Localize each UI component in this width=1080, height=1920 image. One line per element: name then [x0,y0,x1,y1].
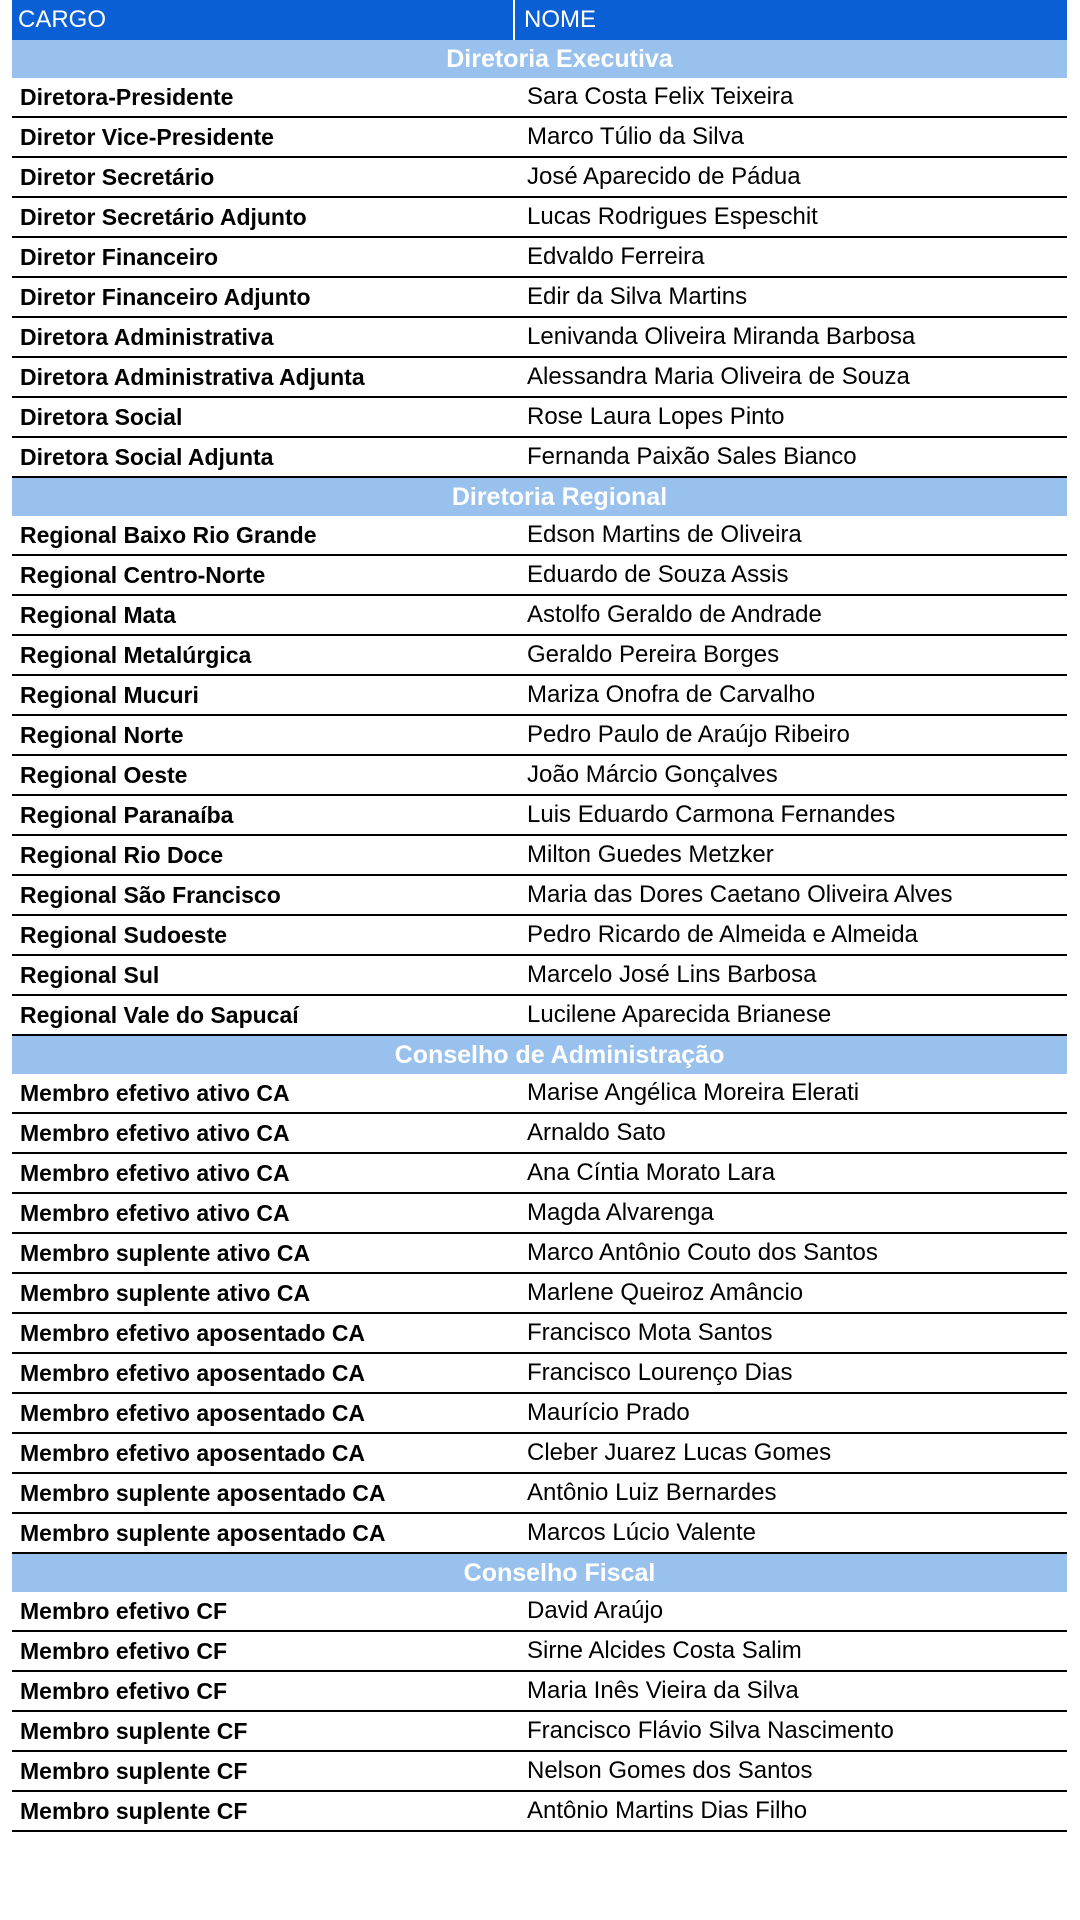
nome-cell: Marise Angélica Moreira Elerati [527,1079,860,1106]
nome-cell: Lucas Rodrigues Espeschit [527,203,818,230]
cargo-cell: Regional Baixo Rio Grande [20,521,317,548]
table-row [12,1114,1067,1154]
table-row [12,118,1067,158]
table-row [12,1672,1067,1712]
cargo-cell: Diretora Administrativa [20,323,274,350]
cargo-cell: Diretora Social [20,403,183,430]
nome-cell: Lenivanda Oliveira Miranda Barbosa [527,323,916,350]
cargo-cell: Membro efetivo CF [20,1637,228,1664]
table-row [12,398,1067,438]
nome-cell: Edir da Silva Martins [527,283,748,310]
table-row [12,78,1067,118]
nome-cell: Ana Cíntia Morato Lara [527,1159,776,1186]
nome-cell: Astolfo Geraldo de Andrade [527,601,822,628]
cargo-cell: Membro efetivo ativo CA [20,1199,290,1226]
section-header-conselho-administracao: Conselho de Administração [12,1036,1067,1074]
nome-cell: Cleber Juarez Lucas Gomes [527,1439,832,1466]
cargo-cell: Regional Sul [20,961,160,988]
nome-cell: Arnaldo Sato [527,1119,666,1146]
nome-cell: Magda Alvarenga [527,1199,714,1226]
cargo-cell: Regional Paranaíba [20,801,234,828]
cargo-cell: Regional Mata [20,601,176,628]
cargo-cell: Diretora Social Adjunta [20,443,274,470]
table-row [12,956,1067,996]
table-row [12,1154,1067,1194]
nome-cell: Marlene Queiroz Amâncio [527,1279,804,1306]
section-header-conselho-fiscal: Conselho Fiscal [12,1554,1067,1592]
nome-cell: Geraldo Pereira Borges [527,641,780,668]
table-header [12,0,1067,40]
nome-cell: Edvaldo Ferreira [527,243,705,270]
cargo-cell: Regional Rio Doce [20,841,224,868]
cargo-cell: Membro efetivo ativo CA [20,1119,290,1146]
cargo-cell: Membro suplente aposentado CA [20,1519,386,1546]
table-row [12,1394,1067,1434]
cargo-cell: Diretor Secretário [20,163,215,190]
cargo-cell: Regional Sudoeste [20,921,228,948]
nome-cell: Antônio Luiz Bernardes [527,1479,777,1506]
table-row [12,438,1067,478]
table-row [12,1234,1067,1274]
cargo-cell: Diretor Financeiro [20,243,219,270]
nome-cell: Francisco Lourenço Dias [527,1359,793,1386]
nome-cell: Marcelo José Lins Barbosa [527,961,817,988]
table-row [12,836,1067,876]
table-row [12,556,1067,596]
nome-cell: Maria Inês Vieira da Silva [527,1677,799,1704]
table-row [12,1074,1067,1114]
nome-cell: Marco Túlio da Silva [527,123,744,150]
cargo-cell: Membro efetivo CF [20,1597,228,1624]
cargo-cell: Diretora-Presidente [20,83,234,110]
table-row [12,596,1067,636]
table-row [12,198,1067,238]
table-row [12,1434,1067,1474]
nome-cell: Sirne Alcides Costa Salim [527,1637,802,1664]
table-row [12,1712,1067,1752]
nome-cell: Luis Eduardo Carmona Fernandes [527,801,896,828]
table-row [12,1274,1067,1314]
cargo-cell: Regional Vale do Sapucaí [20,1001,299,1028]
nome-cell: Alessandra Maria Oliveira de Souza [527,363,910,390]
column-header-cargo: CARGO [12,0,515,40]
nome-cell: Pedro Paulo de Araújo Ribeiro [527,721,850,748]
nome-cell: Edson Martins de Oliveira [527,521,802,548]
nome-cell: Marcos Lúcio Valente [527,1519,757,1546]
cargo-cell: Regional Mucuri [20,681,199,708]
column-header-nome: NOME [524,6,596,33]
cargo-cell: Membro efetivo CF [20,1677,228,1704]
cargo-cell: Membro suplente ativo CA [20,1279,311,1306]
cargo-cell: Diretor Financeiro Adjunto [20,283,311,310]
nome-cell: Maria das Dores Caetano Oliveira Alves [527,881,953,908]
cargo-cell: Regional Oeste [20,761,188,788]
nome-cell: Antônio Martins Dias Filho [527,1797,808,1824]
table-row [12,1632,1067,1672]
table-row [12,318,1067,358]
nome-cell: Nelson Gomes dos Santos [527,1757,813,1784]
table-row [12,1354,1067,1394]
cargo-cell: Regional Metalúrgica [20,641,252,668]
table-row [12,636,1067,676]
nome-cell: Fernanda Paixão Sales Bianco [527,443,857,470]
cargo-cell: Diretor Secretário Adjunto [20,203,307,230]
table-row [12,796,1067,836]
table-row [12,238,1067,278]
nome-cell: Pedro Ricardo de Almeida e Almeida [527,921,918,948]
board-members-table [12,0,1067,1832]
nome-cell: João Márcio Gonçalves [527,761,778,788]
cargo-cell: Membro efetivo ativo CA [20,1079,290,1106]
cargo-cell: Membro suplente ativo CA [20,1239,311,1266]
table-row [12,1514,1067,1554]
table-row [12,1194,1067,1234]
cargo-cell: Regional São Francisco [20,881,281,908]
table-row [12,1752,1067,1792]
section-header-diretoria-regional: Diretoria Regional [12,478,1067,516]
cargo-cell: Regional Norte [20,721,184,748]
cargo-cell: Membro efetivo aposentado CA [20,1399,366,1426]
nome-cell: Francisco Mota Santos [527,1319,773,1346]
table-row [12,916,1067,956]
nome-cell: Eduardo de Souza Assis [527,561,789,588]
table-row [12,996,1067,1036]
table-row [12,158,1067,198]
cargo-cell: Diretora Administrativa Adjunta [20,363,365,390]
nome-cell: Mariza Onofra de Carvalho [527,681,816,708]
cargo-cell: Membro suplente aposentado CA [20,1479,386,1506]
cargo-cell: Regional Centro-Norte [20,561,266,588]
section-header-diretoria-executiva: Diretoria Executiva [12,40,1067,78]
nome-cell: José Aparecido de Pádua [527,163,801,190]
cargo-cell: Membro efetivo ativo CA [20,1159,290,1186]
cargo-cell: Membro efetivo aposentado CA [20,1359,366,1386]
table-row [12,1792,1067,1832]
cargo-cell: Membro efetivo aposentado CA [20,1319,366,1346]
nome-cell: Sara Costa Felix Teixeira [527,83,794,110]
cargo-cell: Diretor Vice-Presidente [20,123,274,150]
cargo-cell: Membro suplente CF [20,1797,248,1824]
cargo-cell: Membro suplente CF [20,1717,248,1744]
table-row [12,1314,1067,1354]
table-row [12,716,1067,756]
nome-cell: Francisco Flávio Silva Nascimento [527,1717,894,1744]
nome-cell: Rose Laura Lopes Pinto [527,403,785,430]
table-row [12,278,1067,318]
nome-cell: Lucilene Aparecida Brianese [527,1001,832,1028]
nome-cell: David Araújo [527,1597,664,1624]
table-row [12,1474,1067,1514]
table-row [12,516,1067,556]
table-row [12,676,1067,716]
cargo-cell: Membro suplente CF [20,1757,248,1784]
table-row [12,358,1067,398]
table-row [12,876,1067,916]
nome-cell: Milton Guedes Metzker [527,841,774,868]
table-row [12,1592,1067,1632]
nome-cell: Marco Antônio Couto dos Santos [527,1239,878,1266]
nome-cell: Maurício Prado [527,1399,690,1426]
table-row [12,756,1067,796]
cargo-cell: Membro efetivo aposentado CA [20,1439,366,1466]
